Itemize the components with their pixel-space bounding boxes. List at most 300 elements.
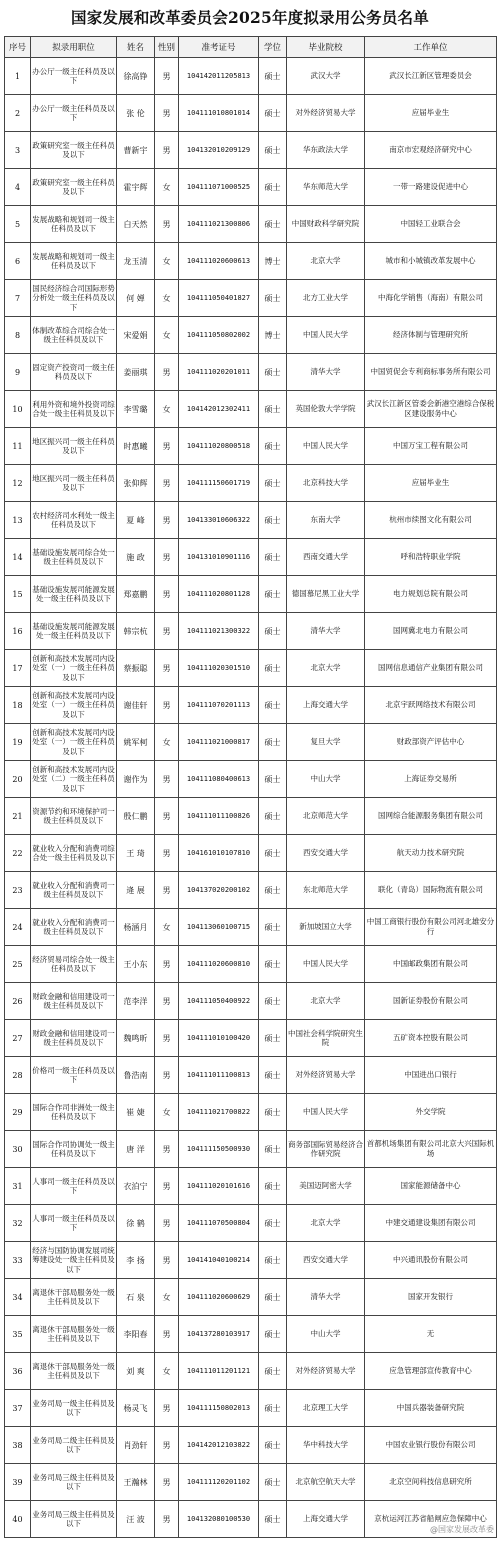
cell-gender: 男 [155,1131,179,1168]
cell-name: 霍宇辉 [117,169,155,206]
cell-name: 张 伦 [117,95,155,132]
cell-degree: 硕士 [259,206,287,243]
cell-gender: 男 [155,1205,179,1242]
table-row [5,354,497,391]
cell-gender: 男 [155,539,179,576]
cell-position: 业务司局二级主任科员及以下 [31,1427,117,1464]
cell-gender: 男 [155,95,179,132]
cell-name: 施 政 [117,539,155,576]
cell-index: 33 [5,1242,31,1279]
cell-position: 经济与国防协调发展司统筹建设处一级主任科员及以下 [31,1242,117,1279]
cell-school: 西安交通大学 [287,835,365,872]
cell-position: 地区振兴司一级主任科员及以下 [31,428,117,465]
cell-position: 固定资产投资司一级主任科员及以下 [31,354,117,391]
cell-school: 德国慕尼黑工业大学 [287,576,365,613]
cell-degree: 硕士 [259,576,287,613]
cell-position: 业务司局三级主任科员及以下 [31,1501,117,1538]
cell-position: 离退休干部局服务处一级主任科员及以下 [31,1316,117,1353]
cell-school: 北京理工大学 [287,1390,365,1427]
cell-degree: 硕士 [259,1168,287,1205]
cell-index: 1 [5,58,31,95]
cell-school: 清华大学 [287,1279,365,1316]
cell-workplace: 国新证券股份有限公司 [365,983,497,1020]
cell-name: 韩宗杭 [117,613,155,650]
cell-name: 鲁浩南 [117,1057,155,1094]
cell-workplace: 城市和小城镇改革发展中心 [365,243,497,280]
cell-school: 上海交通大学 [287,1501,365,1538]
cell-school: 清华大学 [287,613,365,650]
cell-exam-id: 104113060100715 [179,909,259,946]
cell-name: 逄 展 [117,872,155,909]
cell-position: 财政金融和信用建设司一级主任科员及以下 [31,1020,117,1057]
cell-index: 9 [5,354,31,391]
candidate-table [4,36,497,1538]
cell-school: 华东政法大学 [287,132,365,169]
cell-workplace: 国网冀北电力有限公司 [365,613,497,650]
cell-gender: 男 [155,428,179,465]
header-workplace: 工作单位 [365,37,497,58]
cell-workplace: 中国兵器装备研究院 [365,1390,497,1427]
cell-workplace: 应届毕业生 [365,95,497,132]
cell-position: 体制改革综合司综合处一级主任科员及以下 [31,317,117,354]
cell-index: 21 [5,798,31,835]
table-row [5,946,497,983]
cell-position: 发展战略和规划司一级主任科员及以下 [31,243,117,280]
cell-degree: 博士 [259,317,287,354]
cell-school: 北方工业大学 [287,280,365,317]
cell-gender: 男 [155,58,179,95]
cell-exam-id: 104111010801014 [179,95,259,132]
table-row [5,613,497,650]
cell-workplace: 中国贸促会专利商标事务所有限公司 [365,354,497,391]
cell-name: 宋爱娟 [117,317,155,354]
cell-gender: 男 [155,946,179,983]
cell-degree: 硕士 [259,1094,287,1131]
cell-name: 魏鸣昕 [117,1020,155,1057]
table-row [5,243,497,280]
cell-gender: 男 [155,1464,179,1501]
cell-index: 40 [5,1501,31,1538]
cell-index: 39 [5,1464,31,1501]
cell-school: 北京大学 [287,1205,365,1242]
cell-gender: 女 [155,317,179,354]
page-title: 国家发展和改革委员会2025年度拟录用公务员名单 [71,8,429,27]
cell-degree: 硕士 [259,58,287,95]
cell-position: 国民经济综合司国际形势分析处一级主任科员及以下 [31,280,117,317]
cell-degree: 硕士 [259,539,287,576]
cell-exam-id: 104141040100214 [179,1242,259,1279]
cell-workplace: 一带一路建设促进中心 [365,169,497,206]
cell-index: 36 [5,1353,31,1390]
table-row [5,1131,497,1168]
cell-exam-id: 104111020600613 [179,243,259,280]
cell-position: 人事司一级主任科员及以下 [31,1168,117,1205]
header-degree: 学位 [259,37,287,58]
header-index: 序号 [5,37,31,58]
cell-index: 22 [5,835,31,872]
header-exam-id: 准考证号 [179,37,259,58]
cell-position: 办公厅一级主任科员及以下 [31,95,117,132]
table-row [5,1390,497,1427]
cell-workplace: 中国万宝工程有限公司 [365,428,497,465]
cell-gender: 男 [155,1242,179,1279]
cell-exam-id: 104111021000817 [179,724,259,761]
cell-exam-id: 104111020600629 [179,1279,259,1316]
cell-workplace: 中兴通讯股份有限公司 [365,1242,497,1279]
cell-name: 谢作为 [117,761,155,798]
cell-school: 华中科技大学 [287,1427,365,1464]
cell-exam-id: 104111010100420 [179,1020,259,1057]
cell-workplace: 航天动力技术研究院 [365,835,497,872]
cell-name: 谢佳轩 [117,687,155,724]
cell-gender: 男 [155,1390,179,1427]
cell-name: 王小东 [117,946,155,983]
table-row [5,1464,497,1501]
cell-exam-id: 104142012302411 [179,391,259,428]
cell-exam-id: 104111011201121 [179,1353,259,1390]
cell-school: 中山大学 [287,1316,365,1353]
table-row [5,465,497,502]
cell-index: 35 [5,1316,31,1353]
cell-degree: 硕士 [259,169,287,206]
cell-index: 25 [5,946,31,983]
cell-school: 对外经济贸易大学 [287,95,365,132]
cell-name: 杨灵飞 [117,1390,155,1427]
table-row [5,391,497,428]
cell-position: 创新和高技术发展司内设处室（一）一级主任科员及以下 [31,724,117,761]
table-row [5,1427,497,1464]
cell-degree: 硕士 [259,1242,287,1279]
cell-exam-id: 104161010107810 [179,835,259,872]
table-row [5,169,497,206]
cell-position: 价格司一级主任科员及以下 [31,1057,117,1094]
cell-workplace: 中国轻工业联合会 [365,206,497,243]
cell-name: 崔 婕 [117,1094,155,1131]
cell-degree: 硕士 [259,1390,287,1427]
cell-exam-id: 104111020101616 [179,1168,259,1205]
cell-workplace: 首都机场集团有限公司北京大兴国际机场 [365,1131,497,1168]
cell-school: 北京大学 [287,243,365,280]
cell-degree: 硕士 [259,872,287,909]
cell-degree: 硕士 [259,428,287,465]
cell-degree: 硕士 [259,354,287,391]
cell-degree: 硕士 [259,391,287,428]
cell-degree: 硕士 [259,983,287,1020]
cell-exam-id: 104111050400922 [179,983,259,1020]
cell-position: 创新和高技术发展司内设处室（一）一级主任科员及以下 [31,650,117,687]
cell-index: 15 [5,576,31,613]
cell-position: 创新和高技术发展司内设处室（二）一级主任科员及以下 [31,761,117,798]
cell-gender: 男 [155,761,179,798]
cell-exam-id: 104132010209129 [179,132,259,169]
cell-workplace: 中国农业银行股份有限公司 [365,1427,497,1464]
cell-position: 地区振兴司一级主任科员及以下 [31,465,117,502]
cell-exam-id: 104142011205813 [179,58,259,95]
cell-workplace: 南京市宏观经济研究中心 [365,132,497,169]
cell-position: 经济贸易司综合处一级主任科员及以下 [31,946,117,983]
cell-exam-id: 104137020200102 [179,872,259,909]
cell-name: 白天然 [117,206,155,243]
cell-workplace: 武汉长江新区管理委员会 [365,58,497,95]
cell-workplace: 中建交通建设集团有限公司 [365,1205,497,1242]
cell-school: 武汉大学 [287,58,365,95]
cell-school: 中国人民大学 [287,1094,365,1131]
cell-gender: 男 [155,465,179,502]
cell-exam-id: 104133010606322 [179,502,259,539]
cell-degree: 硕士 [259,95,287,132]
cell-degree: 硕士 [259,1316,287,1353]
cell-name: 王瀚林 [117,1464,155,1501]
table-row [5,687,497,724]
cell-workplace: 杭州市续图文化有限公司 [365,502,497,539]
cell-index: 23 [5,872,31,909]
cell-gender: 男 [155,1501,179,1538]
cell-school: 英国伦敦大学学院 [287,391,365,428]
cell-workplace: 联化（青岛）国际物流有限公司 [365,872,497,909]
cell-index: 7 [5,280,31,317]
cell-exam-id: 104111070500804 [179,1205,259,1242]
table-row [5,1316,497,1353]
cell-exam-id: 104132080100530 [179,1501,259,1538]
cell-name: 殷仁鹏 [117,798,155,835]
cell-exam-id: 104111050401827 [179,280,259,317]
cell-index: 17 [5,650,31,687]
table-row [5,724,497,761]
table-row [5,909,497,946]
cell-workplace: 京杭运河江苏省船闸应急保障中心 [365,1501,497,1538]
cell-school: 新加坡国立大学 [287,909,365,946]
table-row [5,835,497,872]
cell-index: 5 [5,206,31,243]
cell-degree: 硕士 [259,798,287,835]
cell-index: 24 [5,909,31,946]
table-row [5,317,497,354]
cell-workplace: 中国邮政集团有限公司 [365,946,497,983]
header-gender: 性别 [155,37,179,58]
cell-gender: 男 [155,1427,179,1464]
cell-position: 财政金融和信用建设司一级主任科员及以下 [31,983,117,1020]
cell-exam-id: 104111021300806 [179,206,259,243]
cell-index: 2 [5,95,31,132]
table-row [5,428,497,465]
cell-index: 13 [5,502,31,539]
cell-gender: 女 [155,724,179,761]
cell-position: 业务司局三级主任科员及以下 [31,1464,117,1501]
cell-degree: 硕士 [259,724,287,761]
table-row [5,206,497,243]
cell-gender: 男 [155,1020,179,1057]
table-row [5,650,497,687]
cell-name: 曹新宇 [117,132,155,169]
cell-school: 北京师范大学 [287,798,365,835]
cell-school: 美国迈阿密大学 [287,1168,365,1205]
cell-position: 就业收入分配和消费司一级主任科员及以下 [31,872,117,909]
cell-name: 李阳春 [117,1316,155,1353]
cell-exam-id: 104111021700822 [179,1094,259,1131]
cell-name: 李雪璐 [117,391,155,428]
cell-degree: 硕士 [259,1131,287,1168]
cell-name: 徐高铮 [117,58,155,95]
cell-position: 基础设施发展司能源发展处一级主任科员及以下 [31,613,117,650]
cell-gender: 女 [155,243,179,280]
cell-position: 人事司一级主任科员及以下 [31,1205,117,1242]
cell-exam-id: 104111071000525 [179,169,259,206]
cell-gender: 男 [155,983,179,1020]
cell-workplace: 经济体制与管理研究所 [365,317,497,354]
cell-exam-id: 104111150500930 [179,1131,259,1168]
cell-workplace: 外交学院 [365,1094,497,1131]
table-row [5,1094,497,1131]
cell-workplace: 应急管理部宣传教育中心 [365,1353,497,1390]
table-row [5,1353,497,1390]
cell-exam-id: 104111021300322 [179,613,259,650]
cell-gender: 男 [155,1316,179,1353]
cell-workplace: 国网信息通信产业集团有限公司 [365,650,497,687]
header-position: 拟录用职位 [31,37,117,58]
cell-index: 32 [5,1205,31,1242]
cell-index: 27 [5,1020,31,1057]
cell-gender: 男 [155,1057,179,1094]
cell-name: 姜丽琪 [117,354,155,391]
cell-position: 国际合作司非洲处一级主任科员及以下 [31,1094,117,1131]
cell-degree: 硕士 [259,687,287,724]
cell-index: 12 [5,465,31,502]
cell-position: 离退休干部局服务处一级主任科员及以下 [31,1353,117,1390]
cell-school: 对外经济贸易大学 [287,1057,365,1094]
cell-exam-id: 104111070201113 [179,687,259,724]
cell-workplace: 应届毕业生 [365,465,497,502]
table-row [5,58,497,95]
cell-index: 19 [5,724,31,761]
cell-name: 李 扬 [117,1242,155,1279]
cell-degree: 硕士 [259,1020,287,1057]
cell-exam-id: 104131010901116 [179,539,259,576]
table-row [5,1279,497,1316]
cell-exam-id: 104111020801128 [179,576,259,613]
cell-index: 4 [5,169,31,206]
table-row [5,280,497,317]
cell-degree: 硕士 [259,465,287,502]
cell-name: 范李洋 [117,983,155,1020]
cell-index: 16 [5,613,31,650]
cell-exam-id: 104111020600810 [179,946,259,983]
cell-school: 对外经济贸易大学 [287,1353,365,1390]
cell-name: 杨涵月 [117,909,155,946]
cell-school: 华东师范大学 [287,169,365,206]
cell-index: 26 [5,983,31,1020]
cell-workplace: 财政部资产评估中心 [365,724,497,761]
cell-degree: 硕士 [259,835,287,872]
cell-position: 业务司局一级主任科员及以下 [31,1390,117,1427]
cell-position: 离退休干部局服务处一级主任科员及以下 [31,1279,117,1316]
table-row [5,95,497,132]
cell-index: 30 [5,1131,31,1168]
cell-position: 政策研究室一级主任科员及以下 [31,132,117,169]
cell-degree: 硕士 [259,132,287,169]
table-row [5,576,497,613]
cell-index: 38 [5,1427,31,1464]
cell-degree: 硕士 [259,613,287,650]
cell-gender: 男 [155,872,179,909]
cell-exam-id: 104111120201102 [179,1464,259,1501]
cell-exam-id: 104111011100813 [179,1057,259,1094]
cell-workplace: 中海化学销售（海南）有限公司 [365,280,497,317]
cell-school: 清华大学 [287,354,365,391]
cell-gender: 男 [155,354,179,391]
cell-position: 办公厅一级主任科员及以下 [31,58,117,95]
cell-gender: 男 [155,650,179,687]
table-row [5,132,497,169]
cell-workplace: 北京空间科技信息研究所 [365,1464,497,1501]
table-row [5,1501,497,1538]
cell-name: 时惠曦 [117,428,155,465]
cell-school: 北京航空航天大学 [287,1464,365,1501]
cell-position: 发展战略和规划司一级主任科员及以下 [31,206,117,243]
cell-school: 北京科技大学 [287,465,365,502]
cell-index: 14 [5,539,31,576]
cell-school: 东南大学 [287,502,365,539]
cell-degree: 硕士 [259,502,287,539]
cell-exam-id: 104137280103917 [179,1316,259,1353]
table-header-row [5,37,497,58]
table-row [5,539,497,576]
cell-degree: 硕士 [259,909,287,946]
cell-gender: 男 [155,206,179,243]
cell-position: 基础设施发展司综合处一级主任科员及以下 [31,539,117,576]
table-row [5,1020,497,1057]
cell-exam-id: 104111020301510 [179,650,259,687]
cell-index: 6 [5,243,31,280]
cell-index: 18 [5,687,31,724]
cell-index: 34 [5,1279,31,1316]
cell-workplace: 武汉长江新区管委会新港空港综合保税区建设服务中心 [365,391,497,428]
cell-gender: 男 [155,687,179,724]
cell-degree: 硕士 [259,1427,287,1464]
cell-index: 10 [5,391,31,428]
cell-name: 王 琦 [117,835,155,872]
cell-position: 就业收入分配和消费司一级主任科员及以下 [31,909,117,946]
cell-degree: 博士 [259,243,287,280]
table-row [5,983,497,1020]
table-row [5,1205,497,1242]
table-row [5,1057,497,1094]
cell-school: 上海交通大学 [287,687,365,724]
cell-index: 29 [5,1094,31,1131]
cell-index: 28 [5,1057,31,1094]
table-row [5,1168,497,1205]
cell-workplace: 五矿资本控股有限公司 [365,1020,497,1057]
cell-name: 蔡振聪 [117,650,155,687]
table-row [5,872,497,909]
cell-position: 基础设施发展司能源发展处一级主任科员及以下 [31,576,117,613]
cell-gender: 女 [155,909,179,946]
cell-degree: 硕士 [259,1501,287,1538]
cell-name: 唐 洋 [117,1131,155,1168]
cell-gender: 女 [155,1279,179,1316]
cell-exam-id: 104111080400613 [179,761,259,798]
cell-index: 3 [5,132,31,169]
cell-degree: 硕士 [259,1205,287,1242]
cell-name: 汪 波 [117,1501,155,1538]
header-name: 姓名 [117,37,155,58]
cell-workplace: 电力规划总院有限公司 [365,576,497,613]
cell-gender: 男 [155,502,179,539]
cell-name: 张仰辉 [117,465,155,502]
cell-exam-id: 104111150601719 [179,465,259,502]
table-row [5,761,497,798]
cell-gender: 男 [155,835,179,872]
cell-name: 姚军柯 [117,724,155,761]
